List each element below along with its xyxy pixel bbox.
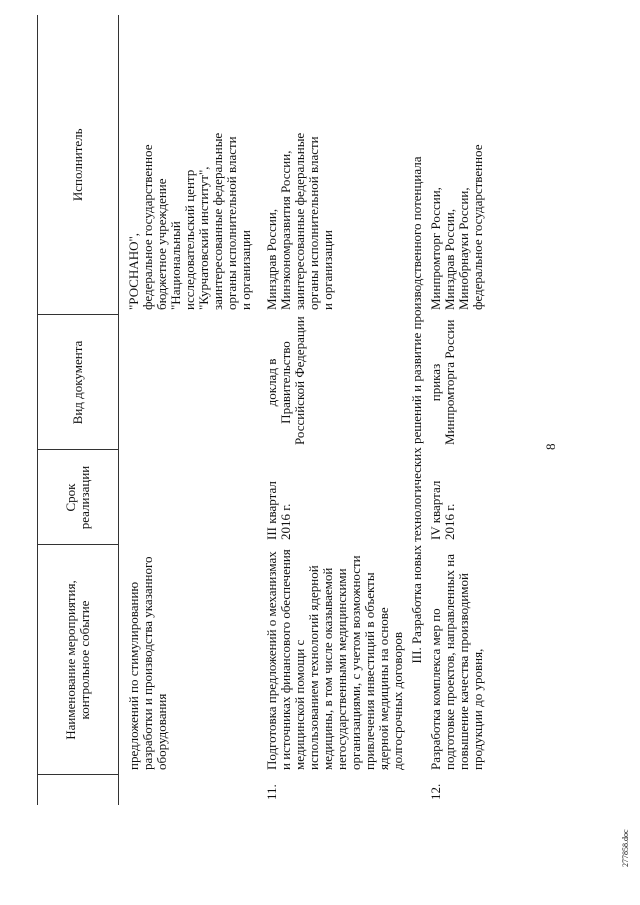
row-executor-cell xyxy=(255,15,407,315)
text-line: 2016 г. xyxy=(278,503,293,540)
text-line: заинтересованные федеральные xyxy=(292,132,307,310)
text-line: оборудования xyxy=(154,693,169,770)
row-executor-cell xyxy=(119,15,256,315)
section-heading-row xyxy=(407,15,426,805)
text-line: повышение качества производимой xyxy=(456,573,471,770)
text-line: заинтересованные федеральные xyxy=(210,132,225,310)
header-executor-cell: Исполнитель xyxy=(38,15,119,315)
row-term-cell xyxy=(119,450,256,545)
text-line: Минпромторга России xyxy=(442,319,457,445)
row-number-cell xyxy=(119,775,256,805)
text-line: продукции до уровня, xyxy=(470,648,485,770)
text-line: "Национальный xyxy=(168,221,183,310)
text-line: предложений по стимулированию xyxy=(126,581,141,770)
header-doc-type-cell: Вид документа xyxy=(38,315,119,450)
text-line: и организации xyxy=(238,230,253,310)
action-plan-table xyxy=(37,15,487,805)
page-number: 8 xyxy=(543,443,558,450)
row-name-cell xyxy=(119,545,256,775)
text-line: негосударственными медицинскими xyxy=(334,568,349,770)
row-name-cell xyxy=(426,545,487,775)
row-number-cell: 11. xyxy=(264,784,279,800)
text-line: федеральное государственное xyxy=(140,144,155,310)
header-name-line: контрольное событие xyxy=(77,600,92,720)
text-line: "РОСНАНО", xyxy=(126,232,141,310)
text-line: "Курчатовский институт", xyxy=(196,166,211,310)
text-line: бюджетное учреждение xyxy=(154,178,169,310)
row-term-cell xyxy=(255,450,407,545)
text-line: медицинской помощи с xyxy=(292,639,307,770)
text-line: и источниках финансового обеспечения xyxy=(278,549,293,770)
text-line: ядерной медицины на основе xyxy=(376,607,391,770)
text-line: использованием технологий ядерной xyxy=(306,565,321,770)
text-line: Минобрнауки России, xyxy=(456,187,471,310)
text-line: доклад в xyxy=(264,358,279,407)
text-line: федеральное государственное xyxy=(470,144,485,310)
text-line: Минэкономразвития России, xyxy=(278,150,293,310)
table-row-continuation xyxy=(119,15,256,805)
text-line: органы исполнительной власти xyxy=(306,136,321,310)
text-line: разработки и производства указанного xyxy=(140,556,155,770)
text-line: Подготовка предложений о механизмах xyxy=(264,551,279,770)
section-heading: III. Разработка новых технологических решений и развитие производственного потенциала xyxy=(409,156,424,664)
row-doc-type-cell xyxy=(255,315,407,450)
text-line: органы исполнительной власти xyxy=(224,136,239,310)
text-line: и организации xyxy=(320,230,335,310)
text-line: долгосрочных договоров xyxy=(390,632,405,770)
text-line: Российской Федерации xyxy=(292,316,307,445)
text-line: подготовке проектов, направленных на xyxy=(442,553,457,770)
header-term-line: Срок xyxy=(63,483,78,512)
header-term-cell xyxy=(38,450,119,545)
table-row-11 xyxy=(255,15,407,805)
row-term-cell xyxy=(426,450,487,545)
row-name-cell xyxy=(255,545,407,775)
header-number-cell xyxy=(38,775,119,805)
text-line: приказ xyxy=(428,363,443,402)
text-line: организациями, с учетом возможности xyxy=(348,555,363,770)
header-name-cell xyxy=(38,545,119,775)
text-line: IV квартал xyxy=(428,480,443,540)
text-line: Минздрав России, xyxy=(442,208,457,310)
text-line: Разработка комплекса мер по xyxy=(428,608,443,770)
table-header-row xyxy=(38,15,119,805)
text-line: Правительство xyxy=(278,341,293,424)
text-line: III квартал xyxy=(264,481,279,540)
text-line: исследовательский центр xyxy=(182,169,197,310)
table-row-12 xyxy=(426,15,487,805)
text-line: привлечения инвестиций в объекты xyxy=(362,572,377,770)
row-number-cell: 12. xyxy=(428,783,443,800)
document-file-code: 277858.doc xyxy=(621,829,630,867)
text-line: 2016 г. xyxy=(442,503,457,540)
row-executor-cell xyxy=(426,15,487,315)
header-name-line: Наименование мероприятия, xyxy=(63,580,78,740)
header-term-line: реализации xyxy=(77,465,92,530)
row-doc-type-cell xyxy=(119,315,256,450)
text-line: Минпромторг России, xyxy=(428,187,443,310)
text-line: медицины, в том числе оказываемой xyxy=(320,567,335,770)
row-doc-type-cell xyxy=(426,315,487,450)
text-line: Минздрав России, xyxy=(264,208,279,310)
